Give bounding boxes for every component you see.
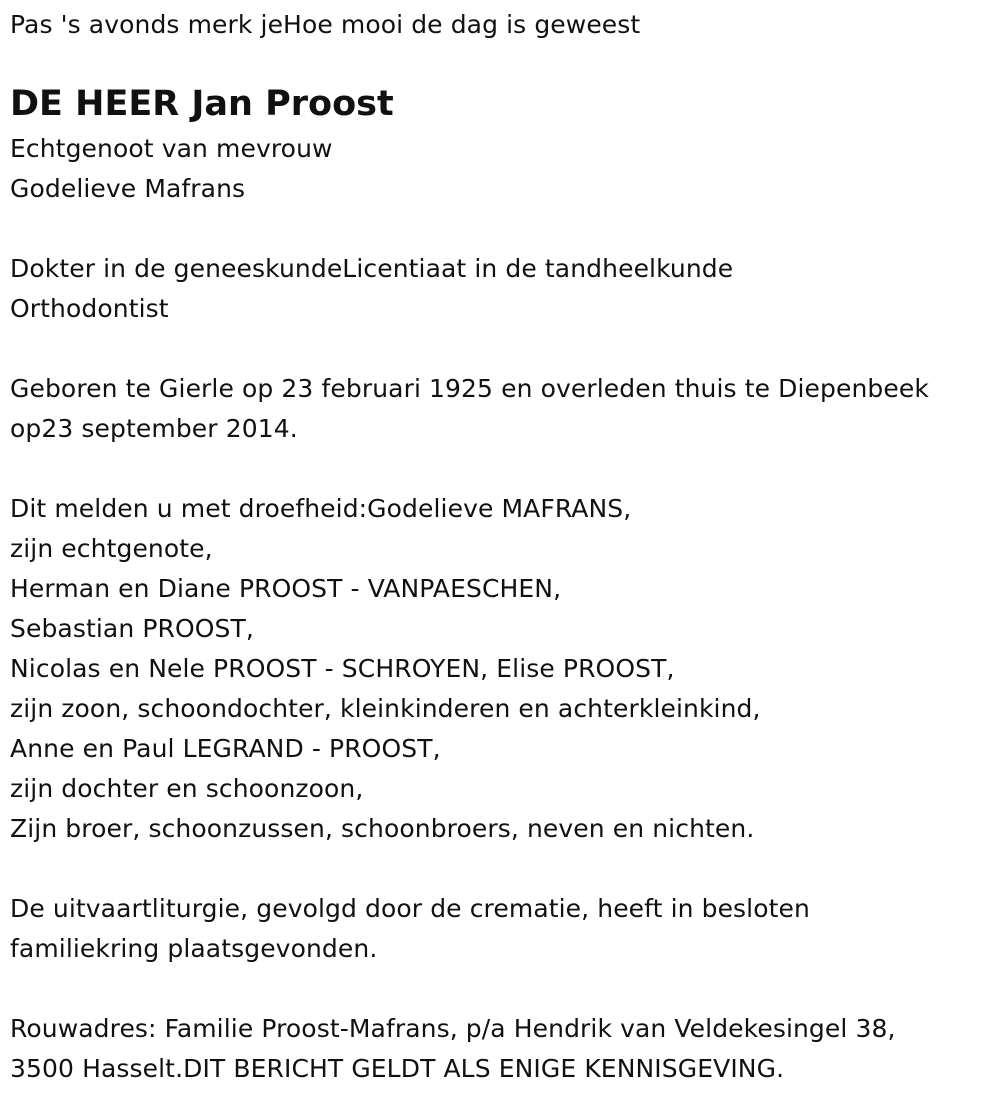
family-line: Nicolas en Nele PROOST - SCHROYEN, Elise PROOST, xyxy=(10,654,675,683)
deceased-name-heading: DE HEER Jan Proost xyxy=(10,84,394,124)
opening-verse: Pas 's avonds merk jeHoe mooi de dag is geweest xyxy=(10,10,641,39)
paragraph-gap xyxy=(10,329,995,369)
funeral-line: De uitvaartliturgie, gevolgd door de crematie, heeft in besloten xyxy=(10,894,810,923)
birth-death-line: op23 september 2014. xyxy=(10,414,298,443)
family-line: Dit melden u met droefheid:Godelieve MAFRANS, xyxy=(10,494,632,523)
family-line: Herman en Diane PROOST - VANPAESCHEN, xyxy=(10,574,562,603)
profession-line: Dokter in de geneeskundeLicentiaat in de tandheelkunde xyxy=(10,254,734,283)
funeral-line: familiekring plaatsgevonden. xyxy=(10,934,378,963)
spouse-line: Echtgenoot van mevrouw xyxy=(10,134,333,163)
family-line: Zijn broer, schoonzussen, schoonbroers, neven en nichten. xyxy=(10,814,755,843)
birth-death-line: Geboren te Gierle op 23 februari 1925 en overleden thuis te Diepenbeek xyxy=(10,374,929,403)
paragraph-gap xyxy=(10,209,995,249)
paragraph-gap xyxy=(10,969,995,1009)
address-line: Rouwadres: Familie Proost-Mafrans, p/a Hendrik van Veldekesingel 38, xyxy=(10,1014,896,1043)
profession-block xyxy=(10,249,995,329)
paragraph-gap xyxy=(10,449,995,489)
profession-line: Orthodontist xyxy=(10,294,169,323)
spouse-line: Godelieve Mafrans xyxy=(10,174,246,203)
family-line: Sebastian PROOST, xyxy=(10,614,254,643)
paragraph-gap xyxy=(10,849,995,889)
family-line: zijn dochter en schoonzoon, xyxy=(10,774,364,803)
family-line: zijn echtgenote, xyxy=(10,534,213,563)
family-block xyxy=(10,489,995,849)
family-line: zijn zoon, schoondochter, kleinkinderen en achterkleinkind, xyxy=(10,694,761,723)
address-line: 3500 Hasselt.DIT BERICHT GELDT ALS ENIGE KENNISGEVING. xyxy=(10,1054,785,1083)
family-line: Anne en Paul LEGRAND - PROOST, xyxy=(10,734,441,763)
birth-death-block xyxy=(10,369,995,449)
funeral-block xyxy=(10,889,995,969)
address-block xyxy=(10,1009,995,1089)
spouse-block xyxy=(10,129,995,209)
obituary-notice xyxy=(10,0,995,1089)
